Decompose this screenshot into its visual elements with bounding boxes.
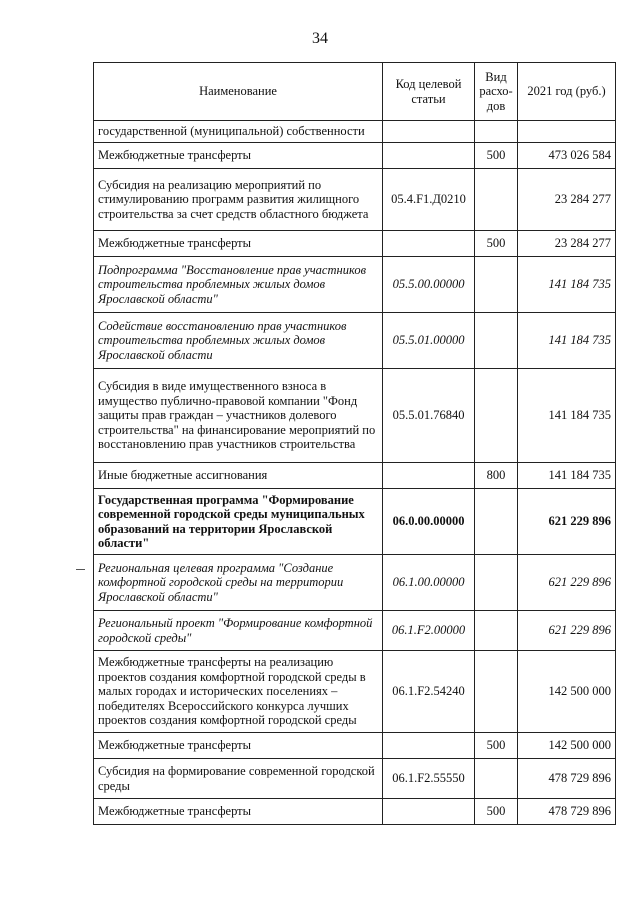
table-row [94,611,616,651]
header-name: Наименование [94,63,383,121]
row-amount: 23 284 277 [518,169,616,231]
row-kind: 500 [475,733,518,759]
header-amount: 2021 год (руб.) [518,63,616,121]
table-body [94,121,616,825]
row-code: 06.1.F2.55550 [383,759,475,799]
row-amount: 478 729 896 [518,799,616,825]
table-row [94,143,616,169]
row-amount: 621 229 896 [518,489,616,555]
row-name: Содействие восстановлению прав участников строительства проблемных жилых домов Ярославской области [94,313,383,369]
table-row [94,799,616,825]
row-amount: 141 184 735 [518,463,616,489]
row-kind [475,313,518,369]
row-name: Межбюджетные трансферты [94,143,383,169]
header-code: Код целевой статьи [383,63,475,121]
table-row [94,651,616,733]
row-amount: 141 184 735 [518,257,616,313]
row-code: 05.5.01.76840 [383,369,475,463]
row-amount: 621 229 896 [518,611,616,651]
row-kind [475,611,518,651]
table-row [94,759,616,799]
row-code: 05.4.F1.Д0210 [383,169,475,231]
row-kind [475,169,518,231]
row-code: 06.1.00.00000 [383,555,475,611]
row-kind [475,489,518,555]
row-kind [475,257,518,313]
table-row [94,489,616,555]
row-amount: 473 026 584 [518,143,616,169]
row-code [383,231,475,257]
table-row [94,313,616,369]
table-row [94,555,616,611]
row-amount: 142 500 000 [518,733,616,759]
row-kind: 500 [475,231,518,257]
row-name: Региональная целевая программа "Создание комфортной городской среды на территории Ярославской области" [94,555,383,611]
row-code: 06.1.F2.54240 [383,651,475,733]
row-name: Субсидия в виде имущественного взноса в имущество публично-правовой компании "Фонд защиты прав граждан – участников долевого строительства" на финансирование мероприятий по восстановлению прав участников строительства [94,369,383,463]
row-amount: 141 184 735 [518,369,616,463]
table-row [94,463,616,489]
row-code [383,799,475,825]
table-row [94,231,616,257]
row-kind: 800 [475,463,518,489]
row-amount: 23 284 277 [518,231,616,257]
row-code [383,121,475,143]
row-amount: 478 729 896 [518,759,616,799]
row-name: Межбюджетные трансферты [94,799,383,825]
row-name: Иные бюджетные ассигнования [94,463,383,489]
row-kind [475,369,518,463]
row-amount: 142 500 000 [518,651,616,733]
row-code: 05.5.01.00000 [383,313,475,369]
row-name: Субсидия на формирование современной городской среды [94,759,383,799]
table-header-row [94,63,616,121]
row-name: Государственная программа "Формирование современной городской среды муниципальных образований на территории Ярославской области" [94,489,383,555]
row-code: 05.5.00.00000 [383,257,475,313]
row-name: Межбюджетные трансферты [94,231,383,257]
row-kind [475,651,518,733]
row-code [383,143,475,169]
row-kind [475,555,518,611]
row-kind [475,759,518,799]
row-kind [475,121,518,143]
table-row [94,733,616,759]
budget-table [93,62,616,825]
margin-mark [76,569,85,570]
row-name: Межбюджетные трансферты [94,733,383,759]
table-row [94,369,616,463]
row-name: Подпрограмма "Восстановление прав участников строительства проблемных жилых домов Ярославской области" [94,257,383,313]
row-name: государственной (муниципальной) собственности [94,121,383,143]
header-kind: Вид расхо-дов [475,63,518,121]
row-name: Региональный проект "Формирование комфортной городской среды" [94,611,383,651]
table-row [94,257,616,313]
row-amount: 141 184 735 [518,313,616,369]
row-name: Субсидия на реализацию мероприятий по стимулированию программ развития жилищного строительства за счет средств областного бюджета [94,169,383,231]
row-amount [518,121,616,143]
row-code [383,463,475,489]
row-kind: 500 [475,799,518,825]
table-row [94,121,616,143]
table-row [94,169,616,231]
row-code [383,733,475,759]
row-amount: 621 229 896 [518,555,616,611]
row-code: 06.0.00.00000 [383,489,475,555]
row-code: 06.1.F2.00000 [383,611,475,651]
row-kind: 500 [475,143,518,169]
page-number: 34 [312,30,328,47]
row-name: Межбюджетные трансферты на реализацию проектов создания комфортной городской среды в малых городах и исторических поселениях – победителях Всероссийского конкурса лучших проектов создания комфортной городской среды [94,651,383,733]
